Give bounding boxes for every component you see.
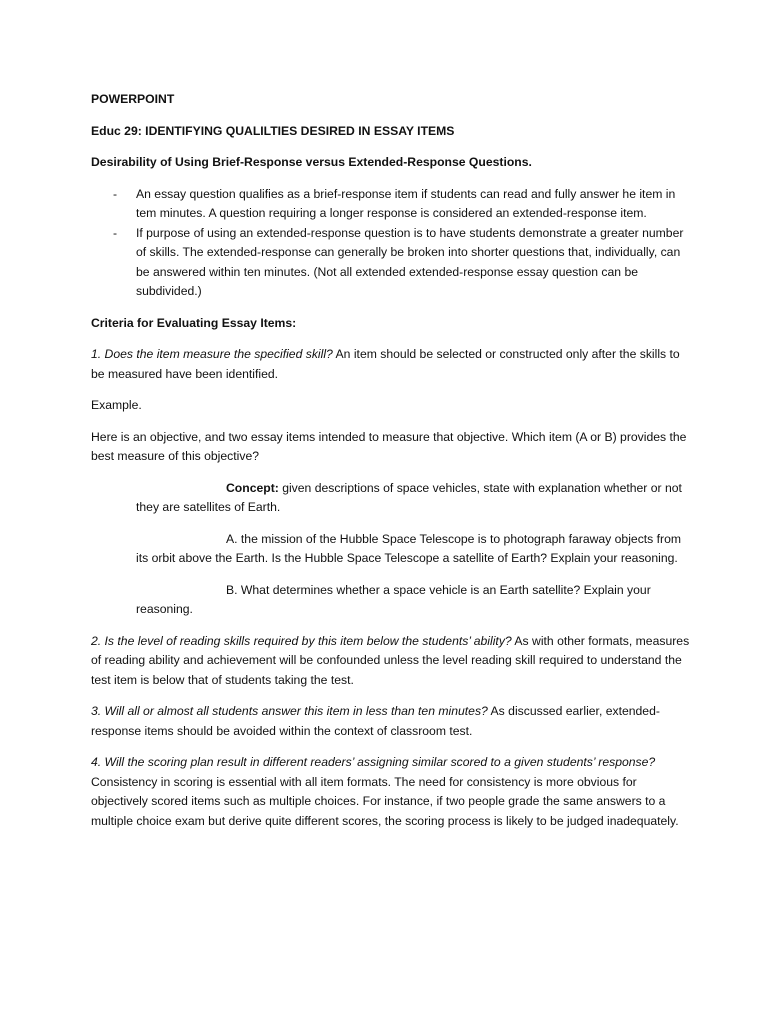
bullet-text: An essay question qualifies as a brief-response item if students can read and fully answer he item in tem minutes. A question requiring a longer response is considered an extended-response item.	[136, 186, 676, 220]
item-a: A. the mission of the Hubble Space Telescope is to photograph faraway objects from its orbit above the Earth. Is the Hubble Space Telescope a satellite of Earth? Explain your reasoning.	[136, 531, 682, 565]
criterion-2-question: 2. Is the level of reading skills required by this item below the students’ ability?	[91, 633, 512, 648]
bullet-text: If purpose of using an extended-response question is to have students demonstrate a greater number of skills. The extended-response can generally be broken into shorter questions that, individually, can be answered within ten minutes. (Not all extended extended-response essay question can be subdivided.)	[136, 225, 684, 298]
criterion-1	[91, 345, 693, 384]
criterion-3	[91, 702, 693, 741]
criterion-3-text: As discussed earlier, extended-response items should be avoided within the context of classroom test.	[91, 704, 660, 738]
example-label: Example.	[91, 398, 142, 412]
bullet-dash: -	[113, 225, 118, 240]
document-body	[91, 90, 693, 843]
criterion-1-text: An item should be selected or constructed only after the skills to be measured have been identified.	[91, 347, 680, 381]
concept-text: given descriptions of space vehicles, state with explanation whether or not they are satellites of Earth.	[136, 480, 682, 514]
criteria-heading: Criteria for Evaluating Essay Items:	[91, 315, 297, 330]
bullet-dash: -	[113, 186, 118, 201]
criterion-4	[91, 753, 693, 831]
criterion-1-question: 1. Does the item measure the specified skill?	[91, 347, 333, 361]
concept-label: Concept:	[226, 480, 279, 495]
criterion-4-question: 4. Will the scoring plan result in different readers’ assigning similar scored to a given students’ response?	[91, 755, 656, 769]
doc-subtitle: Desirability of Using Brief-Response versus Extended-Response Questions.	[91, 155, 532, 169]
bullet-list	[91, 185, 693, 302]
item-b: B. What determines whether a space vehicle is an Earth satellite? Explain your reasoning.	[136, 582, 651, 616]
bullet-item	[91, 185, 693, 224]
criterion-4-text: Consistency in scoring is essential with all item formats. The need for consistency is more obvious for objectively scored items such as multiple choices. For instance, if two people grade the same answers to a multiple choice exam but derive quite different scores, the scoring process is likely to be judged inadequately.	[91, 774, 679, 828]
bullet-item	[91, 224, 693, 302]
doc-title: Educ 29: IDENTIFYING QUALILTIES DESIRED IN ESSAY ITEMS	[91, 123, 455, 138]
doc-label: POWERPOINT	[91, 92, 175, 106]
criterion-2-text: As with other formats, measures of reading ability and achievement will be confounded unless the level reading skill required to understand the test item is below that of students taking the test.	[91, 633, 690, 687]
concept-paragraph	[91, 479, 693, 518]
example-text: Here is an objective, and two essay items intended to measure that objective. Which item (A or B) provides the best measure of this objective?	[91, 429, 687, 463]
criterion-2	[91, 632, 693, 691]
criterion-3-question: 3. Will all or almost all students answer this item in less than ten minutes?	[91, 704, 488, 718]
